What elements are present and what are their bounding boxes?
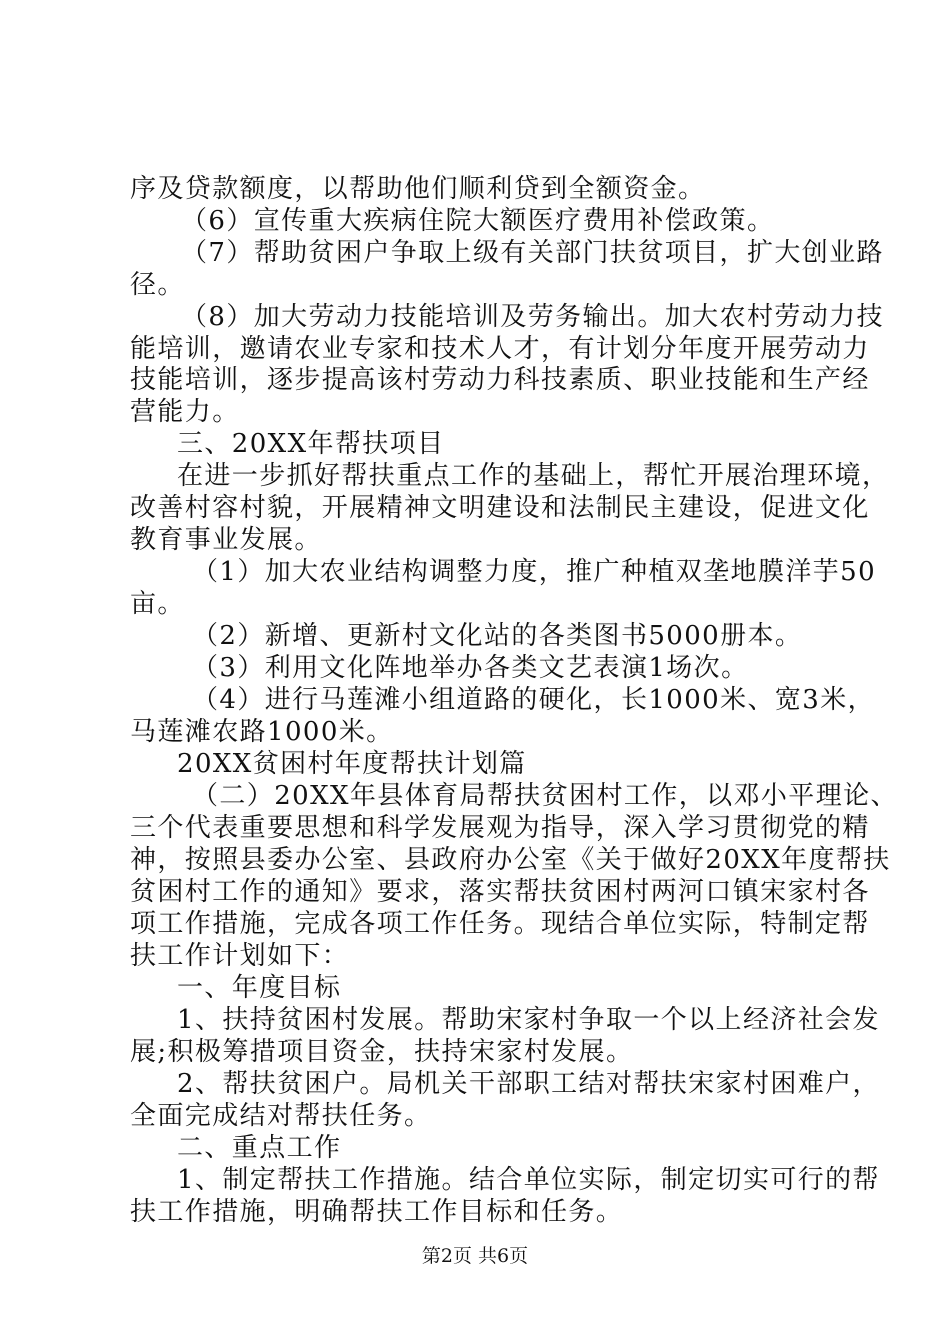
- text-line: 径。: [130, 270, 185, 300]
- text-line: 1、制定帮扶工作措施。结合单位实际，制定切实可行的帮: [177, 1165, 880, 1195]
- text-line: 三个代表重要思想和科学发展观为指导，深入学习贯彻党的精: [130, 813, 870, 843]
- section-heading: 二、重点工作: [177, 1133, 342, 1163]
- text-line: 技能培训，逐步提高该村劳动力科技素质、职业技能和生产经: [130, 365, 870, 395]
- section-heading: 20XX贫困村年度帮扶计划篇: [177, 749, 527, 779]
- text-line: 全面完成结对帮扶任务。: [130, 1101, 432, 1131]
- text-line: （7）帮助贫困户争取上级有关部门扶贫项目，扩大创业路: [181, 238, 884, 268]
- page-footer: 第2页 共6页: [421, 1245, 529, 1267]
- text-line: 项工作措施，完成各项工作任务。现结合单位实际，特制定帮: [130, 909, 870, 939]
- text-line: 扶工作措施，明确帮扶工作目标和任务。: [130, 1197, 624, 1227]
- text-line: （3）利用文化阵地举办各类文艺表演1场次。: [192, 653, 749, 683]
- text-line: 能培训，邀请农业专家和技术人才，有计划分年度开展劳动力: [130, 334, 870, 364]
- text-line: 营能力。: [130, 397, 240, 427]
- text-line: 马莲滩农路1000米。: [130, 717, 394, 747]
- text-line: （二）20XX年县体育局帮扶贫困村工作，以邓小平理论、: [192, 781, 898, 811]
- text-line: （4）进行马莲滩小组道路的硬化，长1000米、宽3米，: [192, 685, 876, 715]
- section-heading: 三、20XX年帮扶项目: [177, 429, 445, 459]
- section-heading: 一、年度目标: [177, 973, 342, 1003]
- text-line: （6）宣传重大疾病住院大额医疗费用补偿政策。: [181, 206, 775, 236]
- text-line: （1）加大农业结构调整力度，推广种植双垄地膜洋芋50: [192, 557, 877, 587]
- text-line: 亩。: [130, 589, 185, 619]
- text-line: 1、扶持贫困村发展。帮助宋家村争取一个以上经济社会发: [177, 1005, 880, 1035]
- text-line: 序及贷款额度，以帮助他们顺利贷到全额资金。: [130, 174, 706, 204]
- text-line: 在进一步抓好帮扶重点工作的基础上，帮忙开展治理环境，: [177, 461, 890, 491]
- text-line: 2、帮扶贫困户。局机关干部职工结对帮扶宋家村困难户，: [177, 1069, 880, 1099]
- text-line: 教育事业发展。: [130, 525, 322, 555]
- text-line: （8）加大劳动力技能培训及劳务输出。加大农村劳动力技: [181, 302, 884, 332]
- text-line: 展;积极筹措项目资金，扶持宋家村发展。: [130, 1037, 634, 1067]
- text-line: （2）新增、更新村文化站的各类图书5000册本。: [192, 621, 803, 651]
- text-line: 扶工作计划如下：: [130, 941, 350, 971]
- text-line: 贫困村工作的通知》要求，落实帮扶贫困村两河口镇宋家村各: [130, 877, 870, 907]
- text-line: 神，按照县委办公室、县政府办公室《关于做好20XX年度帮扶: [130, 845, 891, 875]
- text-line: 改善村容村貌，开展精神文明建设和法制民主建设，促进文化: [130, 493, 870, 523]
